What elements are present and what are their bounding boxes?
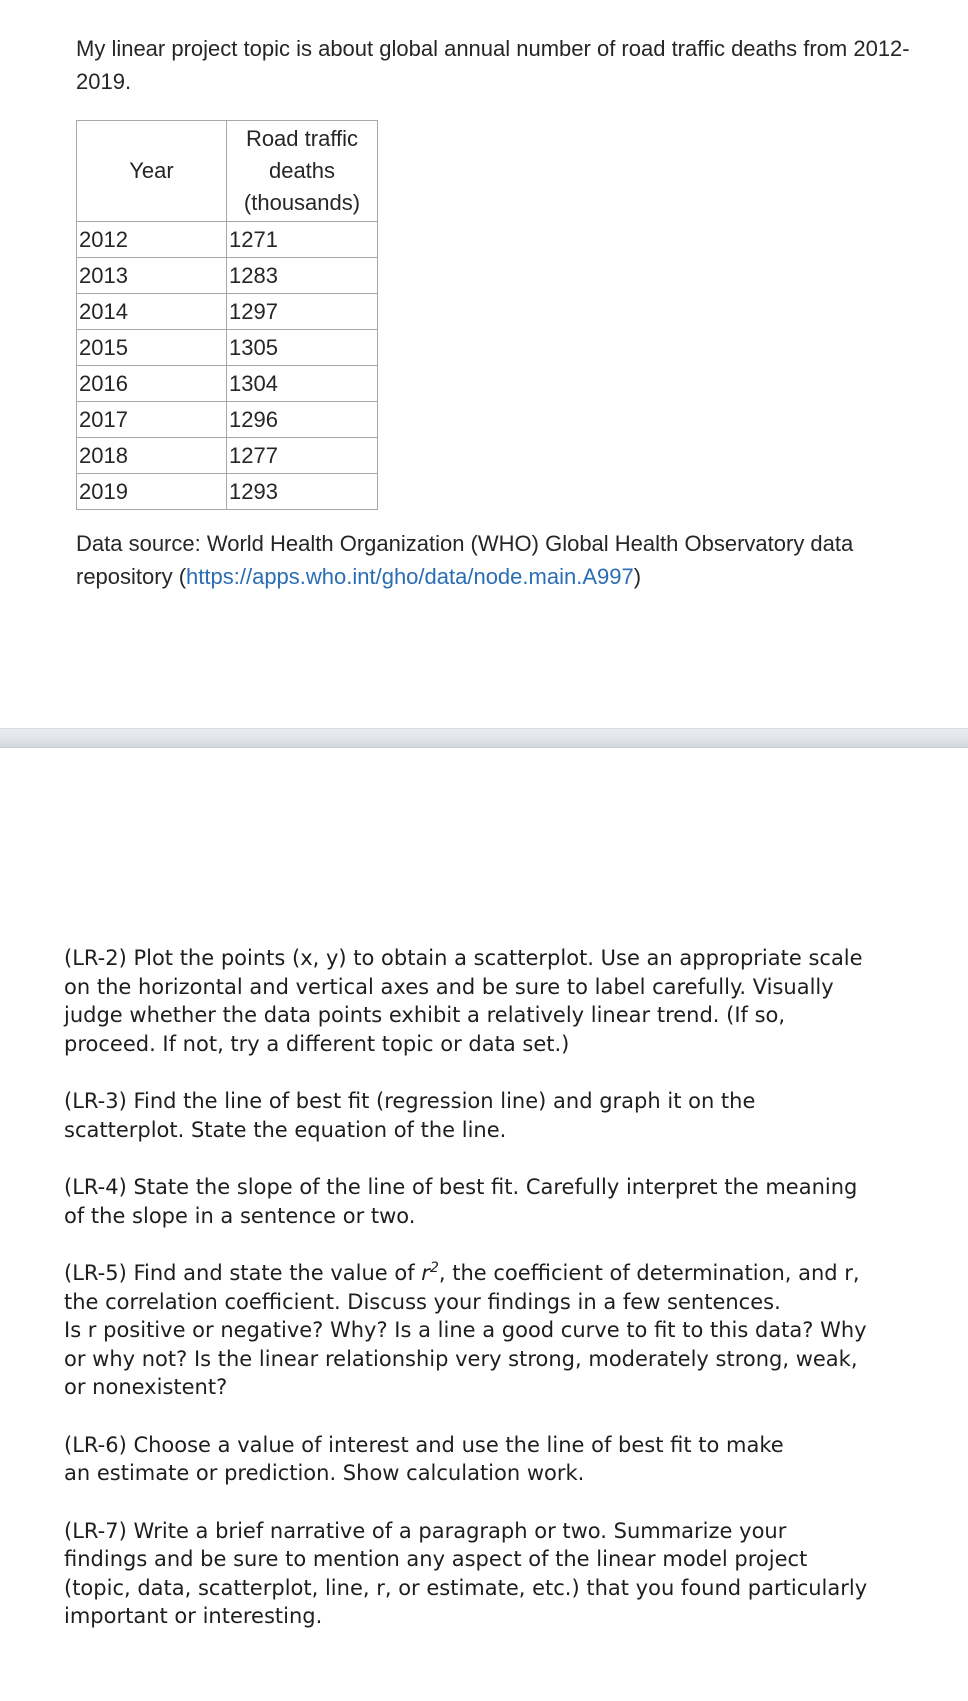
question-lr7: (LR-7) Write a brief narrative of a paragraph or two. Summarize your findings and be sure to mention any aspect of the linear model project (topic, data, scatterplot, line, r, or estimate, etc.) that you found particularly important or interesting. xyxy=(64,1518,868,1628)
cell-deaths: 1293 xyxy=(227,474,378,510)
cell-year: 2013 xyxy=(77,258,227,294)
page-divider xyxy=(0,728,968,748)
cell-year: 2014 xyxy=(77,294,227,330)
cell-year: 2018 xyxy=(77,438,227,474)
header-year: Year xyxy=(77,121,227,222)
question-lr5-rest: , the coefficient of determination, and r, the correlation coefficient. Discuss your findings in a few sentences. Is r positive or negative? Why? Is a line a good curve to fit to this data? Why or why not? Is the linear relationship very strong, moderately strong, weak, or nonexistent? xyxy=(64,1261,867,1399)
table-row xyxy=(77,294,378,330)
question-lr3: (LR-3) Find the line of best fit (regression line) and graph it on the scatterplot. State the equation of the line. xyxy=(64,1089,756,1142)
project-description xyxy=(0,0,968,728)
source-link[interactable]: https://apps.who.int/gho/data/node.main.A997 xyxy=(186,564,634,589)
exponent: 2 xyxy=(429,1260,439,1276)
table-header-row xyxy=(77,121,378,222)
cell-deaths: 1297 xyxy=(227,294,378,330)
cell-deaths: 1283 xyxy=(227,258,378,294)
header-road-traffic-deaths: Road traffic deaths (thousands) xyxy=(227,121,378,222)
cell-deaths: 1296 xyxy=(227,402,378,438)
data-table xyxy=(76,120,378,510)
table-row xyxy=(77,222,378,258)
table-row xyxy=(77,438,378,474)
table-row xyxy=(77,330,378,366)
question-lr4: (LR-4) State the slope of the line of best fit. Carefully interpret the meaning of the slope in a sentence or two. xyxy=(64,1175,858,1228)
r-squared-symbol xyxy=(421,1261,439,1285)
source-text: Data source: World Health Organization (WHO) Global Health Observatory data repository ( xyxy=(76,531,854,589)
table-row xyxy=(77,402,378,438)
source-text-end: ) xyxy=(633,564,642,589)
table-row xyxy=(77,366,378,402)
intro-text: My linear project topic is about global annual number of road traffic deaths from 2012-2019. xyxy=(76,36,910,94)
cell-deaths: 1305 xyxy=(227,330,378,366)
questions-section xyxy=(64,944,954,1660)
cell-year: 2019 xyxy=(77,474,227,510)
question-lr2: (LR-2) Plot the points (x, y) to obtain a scatterplot. Use an appropriate scale on the horizontal and vertical axes and be sure to label carefully. Visually judge whether the data points exhibit a relatively linear trend. (If so, proceed. If not, try a different topic or data set.) xyxy=(64,946,863,1056)
cell-deaths: 1277 xyxy=(227,438,378,474)
data-source xyxy=(76,527,946,593)
cell-deaths: 1271 xyxy=(227,222,378,258)
cell-year: 2015 xyxy=(77,330,227,366)
table-row xyxy=(77,474,378,510)
table-row xyxy=(77,258,378,294)
cell-year: 2017 xyxy=(77,402,227,438)
question-lr6: (LR-6) Choose a value of interest and use the line of best fit to make an estimate or prediction. Show calculation work. xyxy=(64,1432,784,1485)
cell-deaths: 1304 xyxy=(227,366,378,402)
cell-year: 2012 xyxy=(77,222,227,258)
question-lr5 xyxy=(64,1259,954,1402)
cell-year: 2016 xyxy=(77,366,227,402)
r-symbol: r xyxy=(421,1261,430,1285)
question-lr5-start: (LR-5) Find and state the value of xyxy=(64,1261,422,1285)
